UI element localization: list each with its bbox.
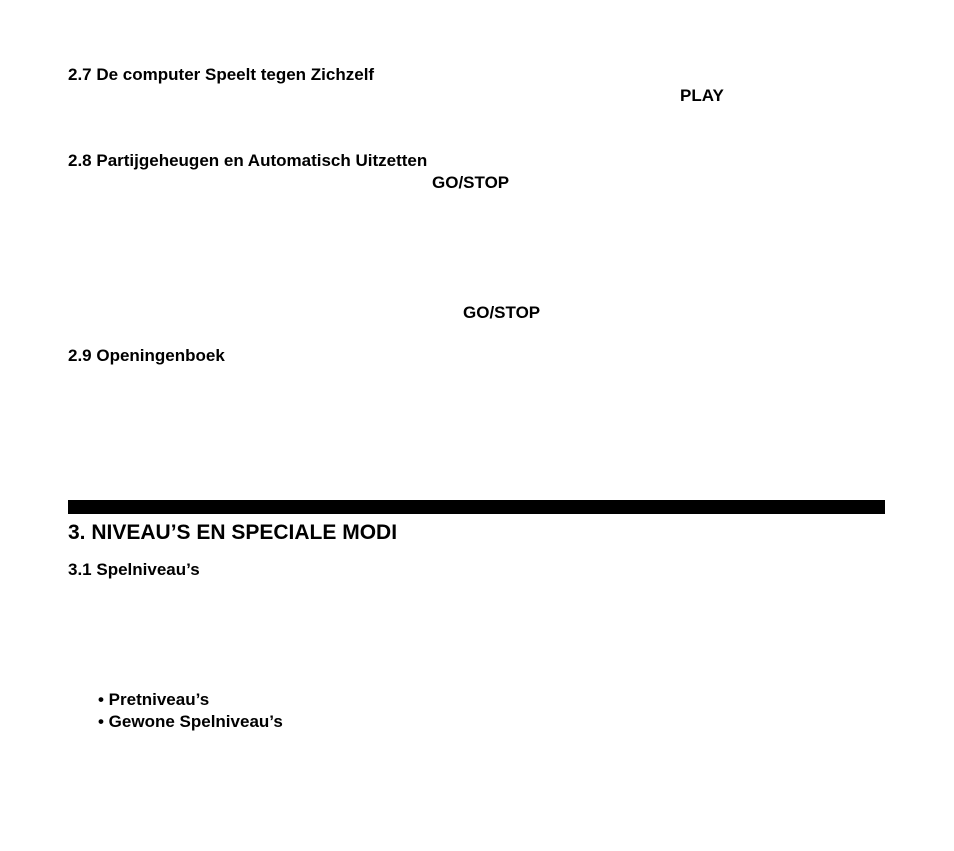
chapter-3-title: 3. NIVEAU’S EN SPECIALE MODI <box>68 521 398 544</box>
keyword-play: PLAY <box>680 86 724 105</box>
bullet-item: • Gewone Spelniveau’s <box>98 712 283 731</box>
heading-2-7: 2.7 De computer Speelt tegen Zichzelf <box>68 65 375 84</box>
chapter-divider-bar <box>68 500 885 514</box>
bullet-item: • Pretniveau’s <box>98 690 210 709</box>
heading-3-1: 3.1 Spelniveau’s <box>68 560 200 579</box>
heading-2-9: 2.9 Openingenboek <box>68 346 225 365</box>
heading-2-8: 2.8 Partijgeheugen en Automatisch Uitzetten <box>68 151 428 170</box>
keyword-go-stop-1: GO/STOP <box>432 173 510 192</box>
keyword-go-stop-2: GO/STOP <box>463 303 541 322</box>
